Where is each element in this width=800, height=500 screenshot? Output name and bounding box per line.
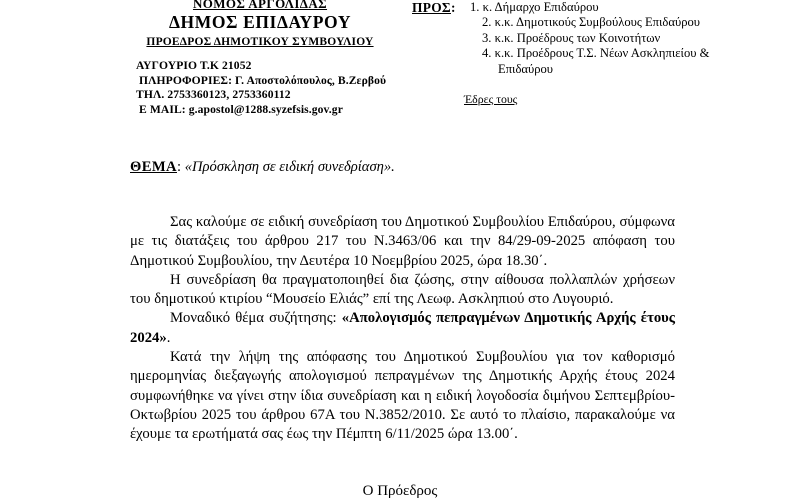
contact-info: ΠΛΗΡΟΦΟΡΙΕΣ: Γ. Αποστολόπουλος, Β.Ζερβού	[139, 73, 387, 87]
recipients-block	[412, 0, 792, 106]
subject-label: ΘΕΜΑ	[130, 159, 177, 175]
recipient-item: 1. κ. Δήμαρχο Επιδαύρου	[470, 0, 599, 14]
recipients-list	[412, 0, 792, 77]
recipients-label-text: ΠΡΟΣ	[412, 0, 451, 15]
body-paragraph-1: Σας καλούμε σε ειδική συνεδρίαση του Δημοτικού Συμβουλίου Επιδαύρου, σύμφωνα με τις διατάξεις του άρθρου 217 του Ν.3463/06 και την 84/29-09-2025 απόφαση του Δημοτικού Συμβουλίου, την Δευτέρα 10 Νοεμβρίου 2025, ώρα 18.30΄.	[130, 214, 675, 269]
body-paragraph-2: Η συνεδρίαση θα πραγματοποιηθεί δια ζώσης, στην αίθουσα πολλαπλών χρήσεων του δημοτικού κτιρίου “Μουσείο Ελιάς” επί της Λεωφ. Ασκληπιού στο Λυγουριό.	[130, 271, 675, 308]
issuing-authority-block	[110, 0, 410, 50]
recipient-item: 4. κ.κ. Προέδρους Τ.Σ. Νέων Ασκληπιείου &	[482, 46, 710, 61]
body-paragraph-3	[130, 309, 675, 348]
subject-line	[130, 158, 395, 177]
recipients-label-colon: :	[450, 0, 456, 15]
authority-role: ΠΡΟΕΔΡΟΣ ΔΗΜΟΤΙΚΟΥ ΣΥΜΒΟΥΛΙΟΥ	[146, 36, 374, 48]
recipients-seats-note: Έδρες τους	[464, 92, 518, 106]
document-header	[0, 0, 800, 131]
agenda-lead-text: Μοναδικό θέμα συζήτησης:	[170, 310, 342, 327]
authority-prefecture: ΝΟΜΟΣ ΑΡΓΟΛΙΔΑΣ	[192, 0, 328, 11]
subject-value: «Πρόσκληση σε ειδική συνεδρίαση».	[184, 159, 395, 175]
recipient-item: 3. κ.κ. Προέδρους των Κοινοτήτων	[482, 30, 661, 45]
document-footer	[0, 482, 800, 500]
contact-phone: ΤΗΛ. 2753360123, 2753360112	[136, 88, 291, 102]
subject-separator: :	[177, 159, 185, 175]
agenda-topic: «Απολογισμός πεπραγμένων Δημοτικής Αρχής έτους 2024»	[130, 310, 676, 346]
body-paragraph-4: Κατά την λήψη της απόφασης του Δημοτικού Συμβουλίου για τον καθορισμό ημερομηνίας διεξαγωγής απολογισμού πεπραγμένων της Δημοτικής Αρχής έτους 2024 συμφωνήθηκε να γίνει στην ίδια συνεδρίαση και η ειδική λογοδοσία διμήνου Σεπτεμβρίου-Οκτωβρίου 2025 του άρθρου 67Α του Ν.3852/2010. Σε αυτό το πλαίσιο, παρακαλούμε να έχουμε τα ερωτήματά σας έως την Πέμπτη 6/11/2025 ώρα 13.00΄.	[130, 349, 675, 443]
authority-municipality: ΔΗΜΟΣ ΕΠΙΔΑΥΡΟΥ	[168, 12, 352, 32]
recipient-item: 2. κ.κ. Δημοτικούς Συμβούλους Επιδαύρου	[482, 15, 701, 30]
contact-email: E MAIL: g.apostol@1288.syzefsis.gov.gr	[139, 102, 343, 116]
recipients-label	[412, 0, 456, 16]
contact-block	[136, 59, 386, 117]
agenda-tail: .	[166, 329, 171, 346]
document-body	[130, 213, 675, 445]
contact-address: ΑΥΓΟΥΡΙΟ Τ.Κ 21052	[136, 59, 252, 72]
recipient-item-continuation: Επιδαύρου	[498, 61, 554, 76]
signature-title: Ο Πρόεδρος	[362, 483, 438, 499]
